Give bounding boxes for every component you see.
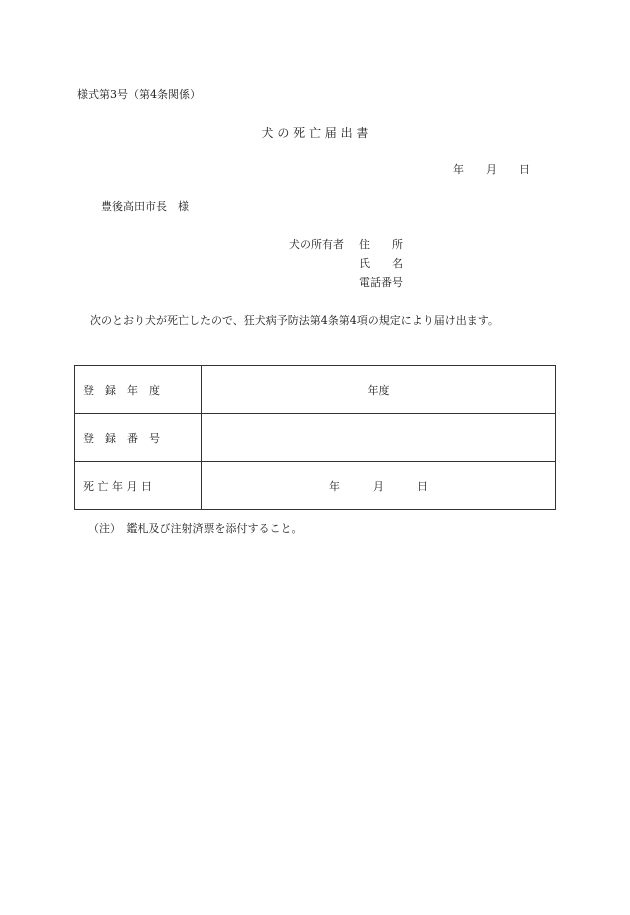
table-row	[75, 414, 556, 462]
address-label: 住 所	[359, 238, 403, 251]
table-row	[75, 366, 556, 414]
registration-year-label: 登 録 年 度	[75, 366, 202, 414]
date-line: 年 月 日	[453, 163, 530, 176]
table-row	[75, 462, 556, 510]
registration-number-field[interactable]	[202, 414, 556, 462]
note: （注） 鑑札及び注射済票を添付すること。	[88, 522, 303, 535]
name-label: 氏 名	[359, 257, 403, 270]
phone-label: 電話番号	[359, 276, 403, 289]
owner-phone-row	[289, 273, 419, 292]
owner-name-row	[289, 254, 419, 273]
info-table	[74, 365, 556, 510]
document-title: 犬 の 死 亡 届 出 書	[261, 126, 369, 140]
death-date-field[interactable]: 年 月 日	[202, 462, 556, 510]
owner-address-row	[289, 235, 419, 254]
registration-number-label: 登 録 番 号	[75, 414, 202, 462]
addressee: 豊後高田市長 様	[101, 200, 189, 213]
form-number: 様式第3号（第4条関係）	[77, 88, 201, 101]
registration-year-field[interactable]: 年度	[202, 366, 556, 414]
owner-block	[289, 235, 419, 292]
owner-label-spacer	[289, 273, 359, 292]
owner-label-spacer	[289, 254, 359, 273]
death-date-label: 死 亡 年 月 日	[75, 462, 202, 510]
owner-label: 犬の所有者	[289, 238, 344, 251]
statement: 次のとおり犬が死亡したので、狂犬病予防法第4条第4項の規定により届け出ます。	[90, 314, 499, 327]
